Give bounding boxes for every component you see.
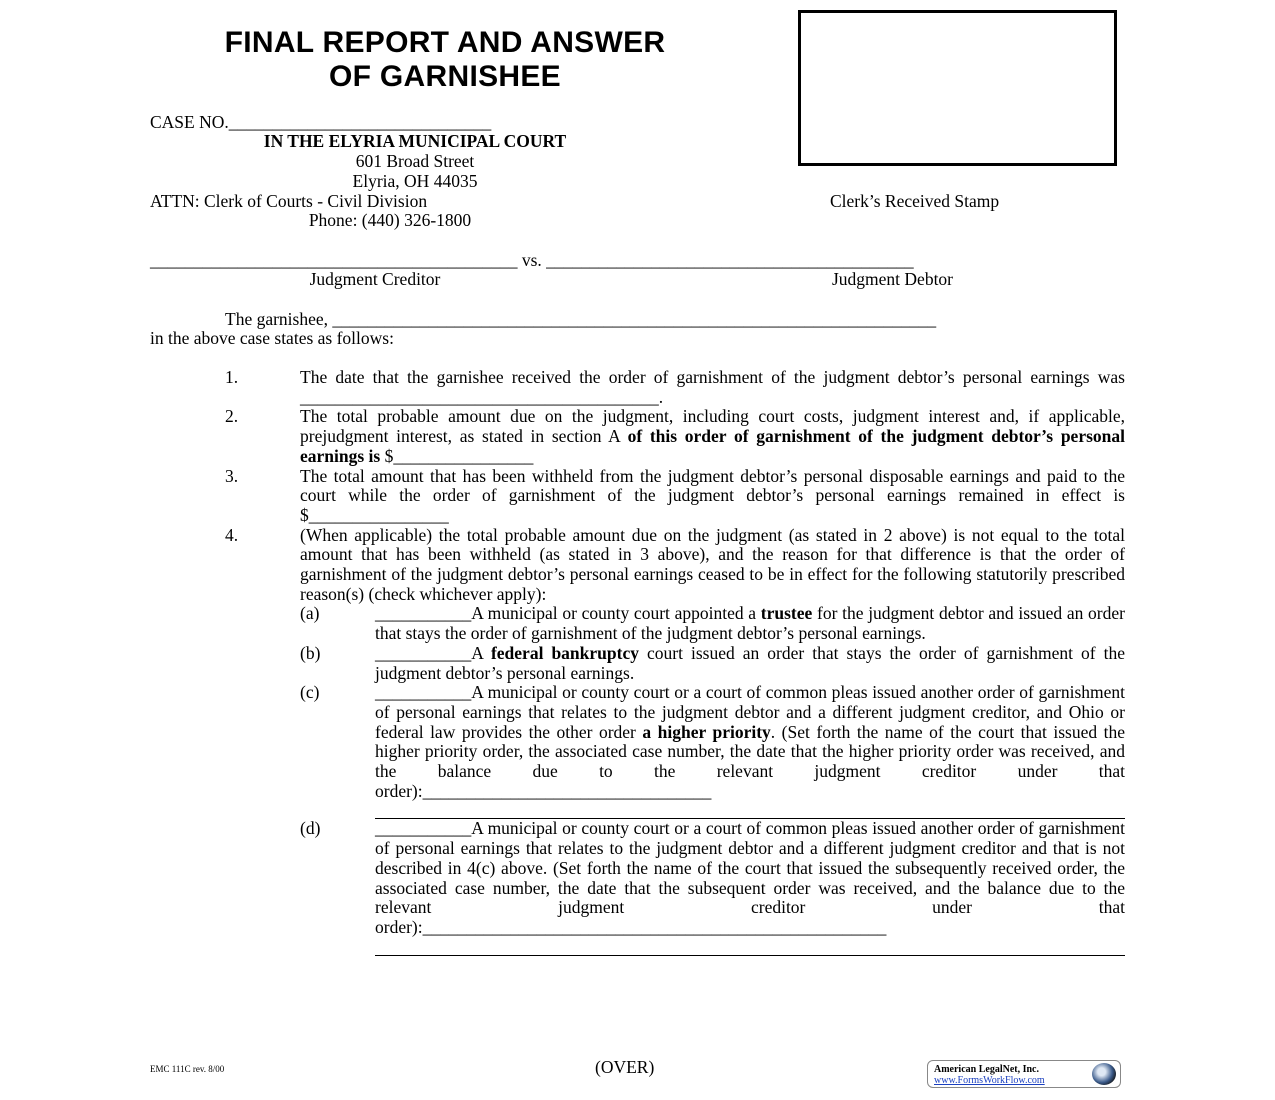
list-item <box>150 407 1125 466</box>
sub-text-segment: . (Set forth the name of the court that issued the higher priority order, the associated case number, the date that the higher priority order was received, and the balance due to the relevant judgment creditor under that order):_________________________________ <box>375 721 1125 801</box>
garnishee-states: in the above case states as follows: <box>150 328 394 348</box>
american-legalnet-logo[interactable] <box>927 1060 1121 1088</box>
item-number: 1. <box>225 367 239 387</box>
title-line-2: OF GARNISHEE <box>329 60 561 93</box>
sub-item-text <box>375 604 1125 643</box>
blank-line <box>375 938 1125 956</box>
blank-line <box>375 801 1125 819</box>
item-text <box>300 467 1125 526</box>
logo-name: American LegalNet, Inc. <box>934 1064 1039 1075</box>
sub-item-letter: (c) <box>300 682 320 703</box>
item-text-bold: of this order of garnishment of the judgment debtor’s personal earnings is <box>300 426 1125 466</box>
sub-item-text <box>375 819 1125 955</box>
sub-text-bold: trustee <box>760 603 813 624</box>
globe-icon <box>1092 1063 1116 1085</box>
sub-item-text <box>375 683 1125 819</box>
over-label: (OVER) <box>595 1057 655 1077</box>
item-text-segment: The date that the garnishee received the order of garnishment of the judgment debtor’s personal earnings was _________________________________________. <box>300 367 1125 407</box>
item-text-segment: $________________ <box>380 445 534 466</box>
list-item <box>150 467 1125 526</box>
item-text <box>300 407 1125 466</box>
sub-text-segment: ___________A municipal or county court appointed a <box>375 603 761 624</box>
item-number: 4. <box>225 524 239 545</box>
garnishee-line: The garnishee, _____________________________________________________________________ <box>225 309 937 329</box>
item-text <box>300 368 1125 407</box>
sub-item-letter: (a) <box>300 603 320 624</box>
sub-item-letter: (b) <box>300 642 321 663</box>
court-street: 601 Broad Street <box>355 151 475 171</box>
court-attn: ATTN: Clerk of Courts - Civil Division <box>150 191 428 211</box>
sub-text-segment: court issued an order that stays the order of garnishment of the judgment debtor’s personal earnings. <box>375 642 1125 683</box>
sub-text-bold: federal bankruptcy <box>490 642 639 663</box>
stamp-label: Clerk’s Received Stamp <box>830 191 1000 211</box>
logo-url-link[interactable]: www.FormsWorkFlow.com <box>934 1075 1045 1086</box>
court-city: Elyria, OH 44035 <box>352 171 478 191</box>
sub-item <box>300 683 1125 819</box>
court-phone: Phone: (440) 326-1800 <box>308 210 472 230</box>
case-number: CASE NO.______________________________ <box>150 112 492 132</box>
item-text-segment: (When applicable) the total probable amount due on the judgment (as stated in 2 above) is not equal to the total amount that has been withheld (as stated in 3 above), and the reason for that difference is that the order of garnishment of the judgment debtor’s personal earnings ceased to be in effect for the following statutorily prescribed reason(s) (check whichever apply): <box>300 524 1125 604</box>
sub-text-bold: a higher priority <box>642 721 771 742</box>
sub-item-letter: (d) <box>300 818 321 839</box>
court-name: IN THE ELYRIA MUNICIPAL COURT <box>263 131 567 151</box>
parties-line: __________________________________________ vs. __________________________________________ <box>150 250 914 270</box>
sub-text-segment: ___________A <box>375 642 491 663</box>
list-item <box>150 368 1125 407</box>
sub-text-segment: ___________A municipal or county court or a court of common pleas issued another order of garnishment of personal earnings that relates to the judgment debtor and a different judgment creditor and that is not described in 4(c) above. (Set forth the name of the court that issued the subsequently received order, the associated case number, the date that the subsequent order was received, and the balance due to the relevant judgment creditor under that order):_____________________________________________________ <box>375 818 1125 937</box>
form-title <box>140 26 750 94</box>
answer-list <box>150 368 1125 956</box>
sub-item <box>300 819 1125 955</box>
list-item <box>150 526 1125 956</box>
title-line-1: FINAL REPORT AND ANSWER <box>224 26 666 59</box>
item-number: 3. <box>225 465 239 486</box>
judgment-debtor-label: Judgment Debtor <box>831 269 954 289</box>
sub-item-text <box>375 644 1125 683</box>
sub-text-segment: ___________A municipal or county court or a court of common pleas issued another order of garnishment of personal earnings that relates to the judgment debtor and a different judgment creditor, and Ohio or federal law provides the other order <box>375 682 1125 742</box>
sub-text-segment: for the judgment debtor and issued an order that stays the order of garnishment of the judgment debtor’s personal earnings. <box>375 603 1125 644</box>
sub-item <box>300 644 1125 683</box>
sub-item <box>300 604 1125 643</box>
item-text-segment: The total amount that has been withheld from the judgment debtor’s personal disposable earnings and paid to the court while the order of garnishment of the judgment debtor’s personal earnings remained in effect is $________________ <box>300 465 1125 525</box>
item-text <box>300 526 1125 956</box>
item-text-segment: The total probable amount due on the judgment, including court costs, judgment interest and, if applicable, prejudgment interest, as stated in section A <box>300 406 1125 447</box>
clerk-stamp-box <box>798 10 1117 166</box>
form-id: EMC 111C rev. 8/00 <box>150 1064 225 1074</box>
item-number: 2. <box>225 406 239 427</box>
judgment-creditor-label: Judgment Creditor <box>309 269 441 289</box>
